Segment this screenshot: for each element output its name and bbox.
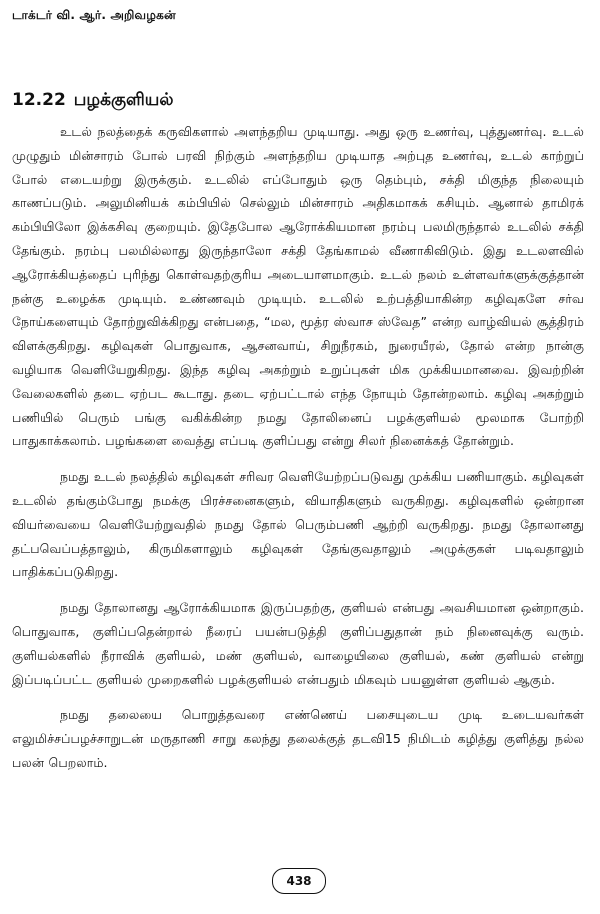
paragraph-2: நமது உடல் நலத்தில் கழிவுகள் சரிவர வெளியேற்றப்படுவது முக்கிய பணியாகும். கழிவுகள் உடலில் தங்கும்போது நமக்கு பிரச்சனைகளும், வியாதிகளும் வருகிறது. கழிவுகளில் ஒன்றான வியர்வையை வெளியேற்றுவதில் நமது தோல் பெரும்பணி ஆற்றி வருகிறது. நமது தோலானது தட்பவெப்பத்தாலும், கிருமிகளாலும் கழிவுகள் தேங்குவதாலும் அழுக்குகள் படிவதாலும் பாதிக்கப்படுகிறது. (12, 469, 584, 580)
body-text (12, 120, 584, 787)
paragraph-3: நமது தோலானது ஆரோக்கியமாக இருப்பதற்கு, குளியல் என்பது அவசியமான ஒன்றாகும். பொதுவாக, குளிப்பதென்றால் நீரைப் பயன்படுத்தி குளிப்பதுதான் நம் நினைவுக்கு வரும். குளியல்களில் நீராவிக் குளியல், மண் குளியல், வாழையிலை குளியல், கண் குளியல் என்று இப்படிப்பட்ட குளியல் முறைகளில் பழக்குளியல் என்பதும் மிகவும் பயனுள்ள குளியல் ஆகும். (12, 600, 584, 687)
paragraph-4: நமது தலையை பொறுத்தவரை எண்ணெய் பசையுடைய முடி உடையவர்கள் எலுமிச்சப்பழச்சாறுடன் மருதாணி சாறு கலந்து தலைக்குத் தடவி15 நிமிடம் கழித்து குளித்து நல்ல பலன் பெறலாம். (12, 707, 584, 770)
section-title: பழக்குளியல் (73, 90, 174, 110)
section-number: 12.22 (12, 90, 66, 110)
page-number: 438 (272, 868, 326, 894)
section-heading (12, 90, 173, 112)
running-header: டாக்டர் வி. ஆர். அறிவழகன் (12, 8, 176, 22)
paragraph-1: உடல் நலத்தைக் கருவிகளால் அளந்தறிய முடியாது. அது ஒரு உணர்வு, புத்துணர்வு. உடல் முழுதும் மின்சாரம் போல் பரவி நிற்கும் அளந்தறிய முடியாத அற்புத உணர்வு, உடல் காற்றுப் போல் எடையற்று இருக்கும். உடலில் எப்போதும் ஒரு தெம்பும், சக்தி மிகுந்த நிலையும் காணப்படும். அலுமினியக் கம்பியில் செல்லும் மின்சாரம் அதிகமாகக் கசியும். ஆனால் தாமிரக் கம்பியிலோ இக்கசிவு குறையும். இதேபோல ஆரோக்கியமான நரம்பு பலமிருந்தால் உடலில் சக்தி தேங்கும். நரம்பு பலமில்லாது இருந்தாலோ சக்தி தேங்காமல் வீணாகிவிடும். இது உடலளவில் ஆரோக்கியத்தைப் புரிந்து கொள்வதற்குரிய அடையாளமாகும். உடல் நலம் உள்ளவர்களுக்குத்தான் நன்கு உழைக்க முடியும். உண்ணவும் முடியும். உடலில் உற்பத்தியாகின்ற கழிவுகளே சர்வ நோய்களையும் தோற்றுவிக்கிறது என்பதை, “மல, மூத்ர ஸ்வாச ஸ்வேத” என்ற வாழ்வியல் சூத்திரம் விளக்குகிறது. கழிவுகள் பொதுவாக, ஆசனவாய், சிறுநீரகம், நுரையீரல், தோல் என்ற நான்கு வழியாக வெளியேறுகிறது. இந்த கழிவு அகற்றும் உறுப்புகள் மிக முக்கியமானவை. இவற்றின் வேலைகளில் தடை ஏற்பட கூடாது. தடை ஏற்பட்டால் எந்த நோயும் தோன்றலாம். கழிவு அகற்றும் பணியில் பெரும் பங்கு வகிக்கின்ற நமது தோலினைப் பழக்குளியல் மூலமாக போற்றி பாதுகாக்கலாம். பழங்களை வைத்து எப்படி குளிப்பது என்று சிலர் நினைக்கத் தோன்றும். (12, 124, 584, 449)
